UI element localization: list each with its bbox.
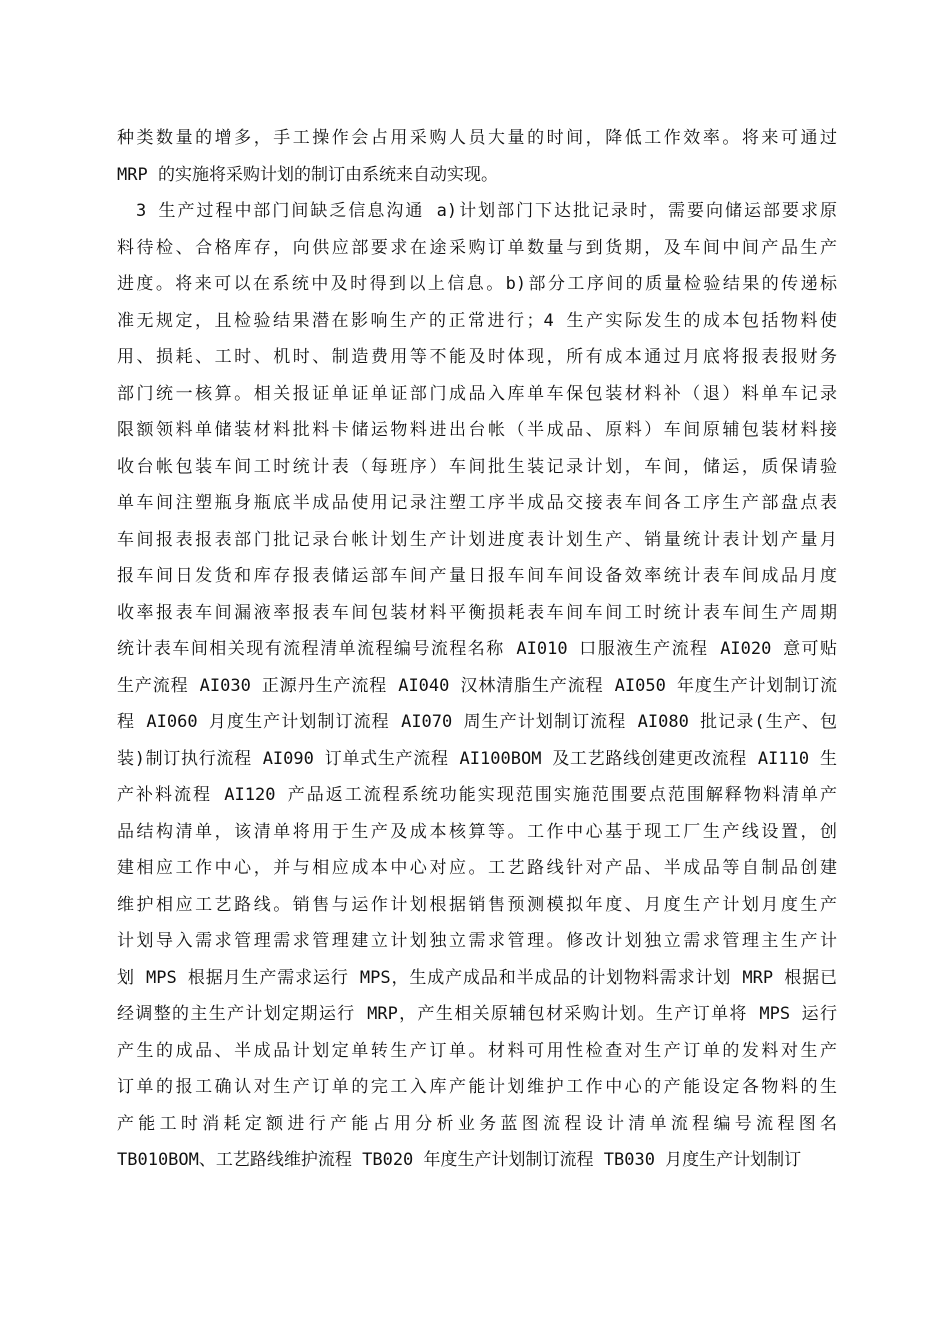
text-line: 产能工时消耗定额进行产能占用分析业务蓝图流程设计清单流程编号流程图名: [117, 1113, 837, 1134]
text-line: 建相应工作中心，并与相应成本中心对应。工艺路线针对产品、半成品等自制品创建: [117, 858, 837, 878]
text-line: 部门统一核算。相关报证单证单证部门成品入库单车保包装材料补（退）料单车记录: [117, 383, 837, 404]
text-line: 车间报表报表部门批记录台帐计划生产计划进度表计划生产、销量统计表计划产量月: [117, 529, 837, 550]
text-line: 计划导入需求管理需求管理建立计划独立需求管理。修改计划独立需求管理主生产计: [117, 931, 837, 951]
text-line: 限额领料单储装材料批料卡储运物料进出台帐（半成品、原料）车间原辅包装材料接: [117, 420, 837, 440]
text-line: TB010BOM、工艺路线维护流程 TB020 年度生产计划制订流程 TB030 月度生产计划制订: [117, 1150, 802, 1170]
text-line: 统计表车间相关现有流程清单流程编号流程名称 AI010 口服液生产流程 AI020 意可贴: [117, 639, 837, 659]
text-line: 种类数量的增多，手工操作会占用采购人员大量的时间，降低工作效率。将来可通过: [117, 128, 837, 148]
text-line: 收台帐包装车间工时统计表（每班序）车间批生装记录计划，车间，储运，质保请验: [117, 456, 837, 477]
text-line: 订单的报工确认对生产订单的完工入库产能计划维护工作中心的产能设定各物料的生: [117, 1077, 837, 1097]
text-line: 产生的成品、半成品计划定单转生产订单。材料可用性检查对生产订单的发料对生产: [117, 1040, 837, 1061]
text-line: MRP 的实施将采购计划的制订由系统来自动实现。: [117, 164, 498, 185]
text-line: 进度。将来可以在系统中及时得到以上信息。b)部分工序间的质量检验结果的传递标: [117, 274, 837, 294]
text-line: 划 MPS 根据月生产需求运行 MPS，生成产成品和半成品的计划物料需求计划 MRP 根据已: [117, 967, 837, 988]
text-line: 收率报表车间漏液率报表车间包装材料平衡损耗表车间车间工时统计表车间生产周期: [117, 602, 837, 623]
text-line: 3 生产过程中部门间缺乏信息沟通 a)计划部门下达批记录时，需要向储运部要求原: [117, 201, 837, 221]
text-line: 单车间注塑瓶身瓶底半成品使用记录注塑工序半成品交接表车间各工序生产部盘点表: [117, 493, 837, 513]
text-line: 料待检、合格库存，向供应部要求在途采购订单数量与到货期，及车间中间产品生产: [117, 237, 837, 258]
text-line: 用、损耗、工时、机时、制造费用等不能及时体现，所有成本通过月底将报表报财务: [117, 347, 837, 367]
text-line: 维护相应工艺路线。销售与运作计划根据销售预测模拟年度、月度生产计划月度生产: [117, 894, 837, 915]
body-text: [117, 120, 837, 1179]
text-line: 品结构清单，该清单将用于生产及成本核算等。工作中心基于现工厂生产线设置，创: [117, 821, 837, 842]
text-line: 装)制订执行流程 AI090 订单式生产流程 AI100BOM 及工艺路线创建更改流程 AI110 生: [117, 748, 837, 769]
text-line: 经调整的主生产计划定期运行 MRP，产生相关原辅包材采购计划。生产订单将 MPS 运行: [117, 1004, 837, 1024]
text-line: 报车间日发货和库存报表储运部车间产量日报车间车间设备效率统计表车间成品月度: [117, 566, 837, 586]
text-line: 产补料流程 AI120 产品返工流程系统功能实现范围实施范围要点范围解释物料清单产: [117, 785, 837, 805]
text-line: 生产流程 AI030 正源丹生产流程 AI040 汉林清脂生产流程 AI050 年度生产计划制订流: [117, 675, 837, 696]
text-line: 准无规定，且检验结果潜在影响生产的正常进行；4 生产实际发生的成本包括物料使: [117, 310, 837, 331]
text-line: 程 AI060 月度生产计划制订流程 AI070 周生产计划制订流程 AI080 批记录(生产、包: [117, 712, 837, 732]
